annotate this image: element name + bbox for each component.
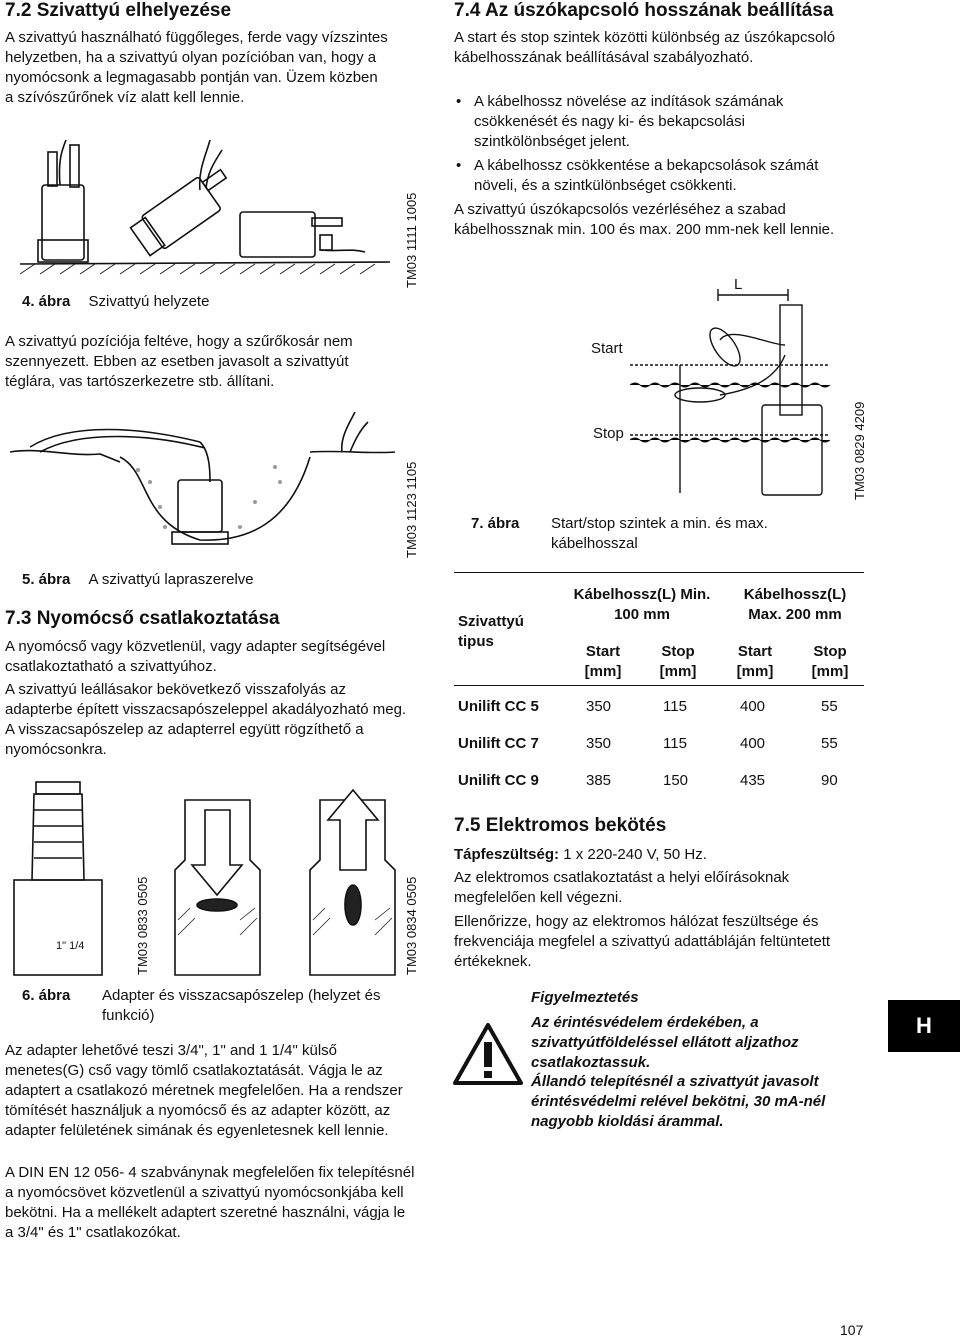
table-header-rule: [454, 685, 864, 686]
table-header-min-stop: Stop [mm]: [659, 643, 697, 680]
page-number: 107: [840, 1322, 864, 1336]
table-cell: 115: [663, 735, 687, 752]
figure-4-text: Szivattyú helyzete: [88, 293, 210, 310]
figure-5-code: TM03 1123 1105: [404, 461, 419, 558]
table-cell-pump: Unilift CC 9: [458, 772, 539, 789]
table-header-min-start: Start [mm]: [584, 643, 622, 680]
bullet-item: • A kábelhossz növelése az indítások számának csökkenését és nagy ki- és bekapcsolási szintkölönbséget jelent.: [454, 92, 854, 152]
figure-6-code-b: TM03 0834 0505: [404, 876, 419, 975]
supply-label: Tápfeszültség:: [454, 846, 560, 863]
table-cell: 350: [586, 735, 612, 752]
figure-7-float-switch-levels: [630, 285, 845, 500]
table-cell: 55: [821, 698, 838, 715]
supply-line: [454, 845, 854, 865]
language-tab: H: [888, 1000, 960, 1052]
figure-6-adapter-mark: 1" 1/4: [56, 940, 85, 952]
warning-title: Figyelmeztetés: [531, 989, 639, 1006]
section-7-2-title: 7.2 Szivattyú elhelyezése: [5, 0, 232, 21]
table-cell-pump: Unilift CC 5: [458, 698, 539, 715]
section-7-5-paragraph-1: Az elektromos csatlakoztatást a helyi előírásoknak megfelelően kell végezni.: [454, 869, 790, 906]
table-header-min: Kábelhossz(L) Min. 100 mm: [573, 586, 711, 623]
figure-7-label-stop: Stop: [593, 425, 624, 442]
figure-4-caption: [22, 292, 209, 312]
section-7-3-paragraph-1: A nyomócső vagy közvetlenül, vagy adapter segítségével csatlakoztatható a szivattyúhoz.: [5, 638, 386, 675]
bullet-item: • A kábelhossz csökkentése a bekapcsolások számát növeli, és a szintkülönbséget csökkenti.: [454, 156, 854, 196]
table-row: [458, 772, 868, 792]
table-row: [458, 698, 868, 718]
figure-4-pump-positions: [20, 140, 390, 290]
table-cell: 435: [740, 772, 766, 789]
table-cell: 400: [740, 735, 766, 752]
figure-7-label-L: L: [734, 276, 743, 293]
section-7-4-bullets: [454, 92, 854, 200]
figure-7-label-start: Start: [591, 340, 623, 357]
figure-7-code: TM03 0829 4209: [852, 401, 867, 500]
section-7-3-paragraph-4: A DIN EN 12 056- 4 szabványnak megfelelően fix telepítésnél a nyomócsövet közvetlenül a szivattyú nyomócsonkjába kell bekötni. Ha a mellékelt adaptert szeretné használni, vágja le a 3/4" és 1" csatlakozókat.: [5, 1164, 415, 1241]
table-cell: 350: [586, 698, 612, 715]
section-7-3-title: 7.3 Nyomócső csatlakoztatása: [5, 608, 280, 629]
figure-4-code: TM03 1111 1005: [404, 192, 419, 288]
table-cell: 115: [663, 698, 687, 715]
figure-6-text: Adapter és visszacsapószelep (helyzet és funkció): [102, 987, 381, 1024]
table-cell: 55: [821, 735, 838, 752]
figure-5-text: A szivattyú lapraszerelve: [88, 571, 254, 588]
figure-6-number: 6. ábra: [22, 987, 71, 1004]
warning-text-2: Állandó telepítésnél a szivattyút javasolt érintésvédelmi relével bekötni, 30 mA-nél nagyobb kioldási árammal.: [531, 1073, 826, 1130]
table-cell: 385: [586, 772, 612, 789]
warning-text-1: Az érintésvédelem érdekében, a szivattyútföldeléssel ellátott aljzathoz csatlakoztassuk.: [531, 1014, 799, 1071]
table-top-rule: [454, 572, 864, 573]
figure-7-text: Start/stop szintek a min. és max. kábelhosszal: [551, 515, 768, 552]
table-cell: 90: [821, 772, 838, 789]
warning-triangle-icon: [452, 1022, 524, 1086]
figure-5-caption: [22, 570, 254, 590]
figure-4-number: 4. ábra: [22, 293, 71, 310]
section-7-2-paragraph-2: A szivattyú pozíciója feltéve, hogy a szűrőkosár nem szennyezett. Ebben az esetben javasolt a szivattyút téglára, vas tartószerkezetre stb. állítani.: [5, 333, 353, 390]
table-header-pump-type: Szivattyú tipus: [458, 613, 524, 650]
table-cell: 150: [663, 772, 689, 789]
section-7-5-title: 7.5 Elektromos bekötés: [454, 815, 667, 836]
section-7-4-paragraph-1: A start és stop szintek közötti különbség az úszókapcsoló kábelhosszának beállításával szabályozható.: [454, 29, 836, 66]
figure-5-number: 5. ábra: [22, 571, 71, 588]
figure-7-number: 7. ábra: [471, 515, 520, 532]
section-7-5-paragraph-2: Ellenőrizze, hogy az elektromos hálózat feszültsége és frekvenciája megfelel a szivattyú adattábláján feltüntetett értékeknek.: [454, 913, 831, 970]
figure-7-caption: [471, 514, 811, 554]
table-header-max-start: Start [mm]: [736, 643, 774, 680]
table-header-max: Kábelhossz(L) Max. 200 mm: [743, 586, 847, 623]
table-cell-pump: Unilift CC 7: [458, 735, 539, 752]
section-7-2-paragraph-1: A szivattyú használható függőleges, ferde vagy vízszintes helyzetben, ha a szivattyú olyan pozícióban van, hogy a nyomócsonk a legmagasabb pontján van. Üzem közben a szívószűrőnek víz alatt kell lennie.: [5, 29, 388, 106]
section-7-4-title: 7.4 Az úszókapcsoló hosszának beállítása: [454, 0, 834, 21]
table-cell: 400: [740, 698, 766, 715]
section-7-3-paragraph-2: A szivattyú leállásakor bekövetkező visszafolyás az adapterbe épített visszacsapószeleppel akadályozható meg. A visszacsapószelep az adapterrel együtt rögzíthető a nyomócsonkra.: [5, 681, 407, 758]
figure-6-code-a: TM03 0833 0505: [135, 876, 150, 975]
supply-value: 1 x 220-240 V, 50 Hz.: [563, 846, 707, 863]
section-7-4-paragraph-2: A szivattyú úszókapcsolós vezérléséhez a szabad kábelhossznak min. 100 és max. 200 mm-nek kell lennie.: [454, 201, 835, 238]
table-row: [458, 735, 868, 755]
table-header-max-stop: Stop [mm]: [811, 643, 849, 680]
section-7-3-paragraph-3: Az adapter lehetővé teszi 3/4", 1" and 1 1/4" külső menetes(G) cső vagy tömlő csatlakoztatását. Vágja le az adaptert a csatlakozó méretnek megfelelően. Ha a rendszer tömítését használjuk a nyomócső és az adapter között, az adapter felületének simának és egyenletesnek kell lennie.: [5, 1042, 403, 1139]
figure-6-caption: [22, 986, 402, 1026]
figure-5-pump-on-brick: [10, 412, 395, 562]
